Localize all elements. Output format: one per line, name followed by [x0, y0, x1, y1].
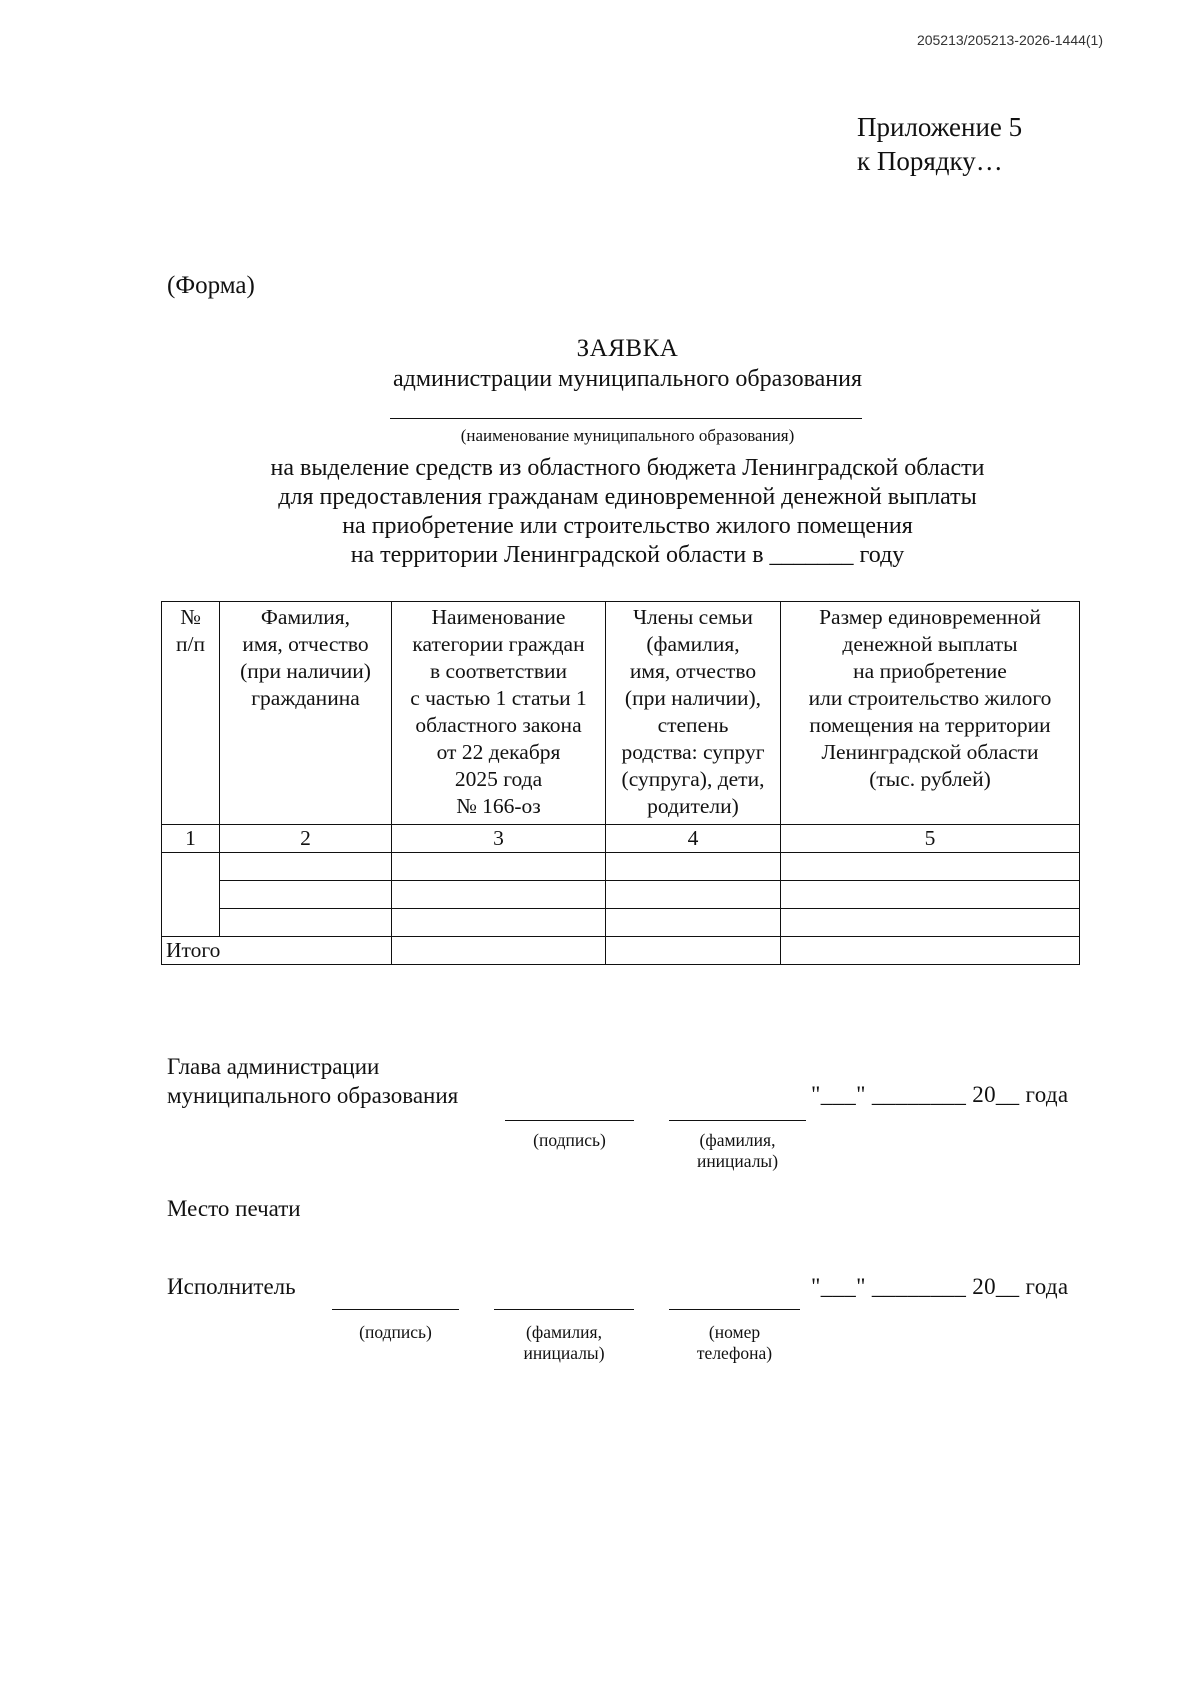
column-number: 2: [220, 825, 392, 853]
header-text-line: (при наличии): [240, 659, 371, 683]
table-header: [162, 602, 1080, 825]
caption-line: телефона): [696, 1343, 773, 1363]
header-col-family-members: [606, 602, 781, 825]
header-text-line: помещения на территории: [809, 713, 1051, 737]
header-col-payment-amount: [781, 602, 1080, 825]
purpose-line: для предоставления гражданам единовременной денежной выплаты: [278, 484, 977, 510]
table-cell-col-family-members[interactable]: [606, 881, 781, 909]
total-row: [162, 937, 1080, 965]
executor-name-line[interactable]: [494, 1309, 634, 1310]
head-date[interactable]: "___" ________ 20__ года: [811, 1082, 1069, 1107]
header-text-line: Размер единовременной: [819, 605, 1041, 629]
header-text-line: 2025 года: [454, 767, 543, 791]
head-label-line-2: муниципального образования: [167, 1083, 459, 1108]
purpose-line-year: на территории Ленинградской области в _______ году: [350, 542, 905, 568]
head-name-line[interactable]: [669, 1120, 806, 1121]
header-text-line: (супруга), дети,: [621, 767, 765, 791]
municipality-name-field[interactable]: [390, 418, 862, 419]
table-row: [162, 881, 1080, 909]
column-number: 3: [392, 825, 606, 853]
head-name-caption: [669, 1130, 806, 1172]
header-text-line: (при наличии),: [624, 686, 762, 710]
appendix-reference: [857, 110, 1022, 178]
total-cell-col-payment-amount[interactable]: [781, 937, 1080, 965]
form-label: (Форма): [167, 272, 255, 299]
header-text-line: Ленинградской области: [821, 740, 1039, 764]
header-text-line: на приобретение: [853, 659, 1007, 683]
municipality-name-hint: (наименование муниципального образования): [460, 426, 795, 445]
table-cell-col-number[interactable]: [162, 853, 220, 881]
header-text-line: степень: [657, 713, 729, 737]
executor-phone-line[interactable]: [669, 1309, 800, 1310]
table-header-row: [162, 602, 1080, 825]
header-text-line: имя, отчество: [629, 659, 757, 683]
header-text-line: от 22 декабря: [436, 740, 561, 764]
head-of-administration-label: [167, 1052, 458, 1110]
header-text-line: (тыс. рублей): [869, 767, 991, 791]
executor-signature-line[interactable]: [332, 1309, 459, 1310]
document-title: ЗАЯВКА: [576, 335, 679, 362]
table-cell-col-family-members[interactable]: [606, 853, 781, 881]
executor-date[interactable]: "___" ________ 20__ года: [811, 1274, 1069, 1299]
purpose-line: на приобретение или строительство жилого помещения: [342, 513, 913, 539]
total-label: Итого: [162, 937, 392, 965]
header-text-line: родства: супруг: [621, 740, 765, 764]
caption-line: (номер: [708, 1322, 761, 1342]
table-cell-col-citizen-name[interactable]: [220, 909, 392, 937]
table-cell-col-payment-amount[interactable]: [781, 881, 1080, 909]
head-signature-line[interactable]: [505, 1120, 634, 1121]
caption-line: инициалы): [696, 1151, 779, 1171]
table-cell-col-citizen-name[interactable]: [220, 881, 392, 909]
document-registration-number: 205213/205213-2026-1444(1): [916, 32, 1103, 48]
table-cell-col-number[interactable]: [162, 881, 220, 909]
header-col-number: [162, 602, 220, 825]
application-purpose: [0, 454, 1200, 570]
application-table-wrapper: [161, 601, 1080, 965]
header-text-line: в соответствии: [429, 659, 567, 683]
caption-line: (фамилия,: [526, 1322, 602, 1342]
total-cell-col-category[interactable]: [392, 937, 606, 965]
stamp-place-label: Место печати: [167, 1196, 301, 1221]
header-text-line: п/п: [176, 632, 205, 656]
application-table: [161, 601, 1080, 965]
table-cell-col-category[interactable]: [392, 853, 606, 881]
header-text-line: гражданина: [251, 686, 360, 710]
column-number-row: [162, 825, 1080, 853]
header-text-line: Фамилия,: [260, 605, 351, 629]
table-cell-col-family-members[interactable]: [606, 909, 781, 937]
table-cell-col-payment-amount[interactable]: [781, 909, 1080, 937]
table-row: [162, 909, 1080, 937]
table-cell-col-payment-amount[interactable]: [781, 853, 1080, 881]
header-text-line: родители): [647, 794, 739, 818]
table-row: [162, 853, 1080, 881]
executor-label: Исполнитель: [167, 1274, 296, 1299]
header-text-line: №: [180, 605, 201, 629]
appendix-line-2: к Порядку…: [857, 146, 1003, 176]
table-cell-col-number[interactable]: [162, 909, 220, 937]
header-text-line: имя, отчество: [242, 632, 369, 656]
table-body: [162, 825, 1080, 965]
header-text-line: № 166-оз: [456, 794, 541, 818]
column-number: 5: [781, 825, 1080, 853]
head-label-line-1: Глава администрации: [167, 1054, 380, 1079]
header-text-line: Наименование: [431, 605, 566, 629]
table-cell-col-citizen-name[interactable]: [220, 853, 392, 881]
header-text-line: с частью 1 статьи 1: [410, 686, 587, 710]
column-number: 1: [162, 825, 220, 853]
header-text-line: категории граждан: [412, 632, 585, 656]
caption-line: инициалы): [523, 1343, 605, 1363]
header-text-line: или строительство жилого: [808, 686, 1052, 710]
appendix-line-1: Приложение 5: [857, 112, 1023, 142]
header-col-citizen-name: [220, 602, 392, 825]
table-cell-col-category[interactable]: [392, 909, 606, 937]
document-subtitle: администрации муниципального образования: [392, 366, 863, 392]
header-text-line: (фамилия,: [646, 632, 740, 656]
purpose-line: на выделение средств из областного бюджета Ленинградской области: [270, 455, 985, 481]
header-text-line: Члены семьи: [633, 605, 753, 629]
caption-line: (фамилия,: [699, 1130, 776, 1150]
header-text-line: областного закона: [415, 713, 582, 737]
total-cell-col-family-members[interactable]: [606, 937, 781, 965]
table-cell-col-category[interactable]: [392, 881, 606, 909]
executor-phone-caption: [669, 1322, 800, 1364]
executor-signature-caption: (подпись): [359, 1322, 432, 1342]
header-col-category: [392, 602, 606, 825]
executor-name-caption: [494, 1322, 634, 1364]
column-number: 4: [606, 825, 781, 853]
head-signature-caption: (подпись): [533, 1130, 606, 1150]
header-text-line: денежной выплаты: [842, 632, 1018, 656]
